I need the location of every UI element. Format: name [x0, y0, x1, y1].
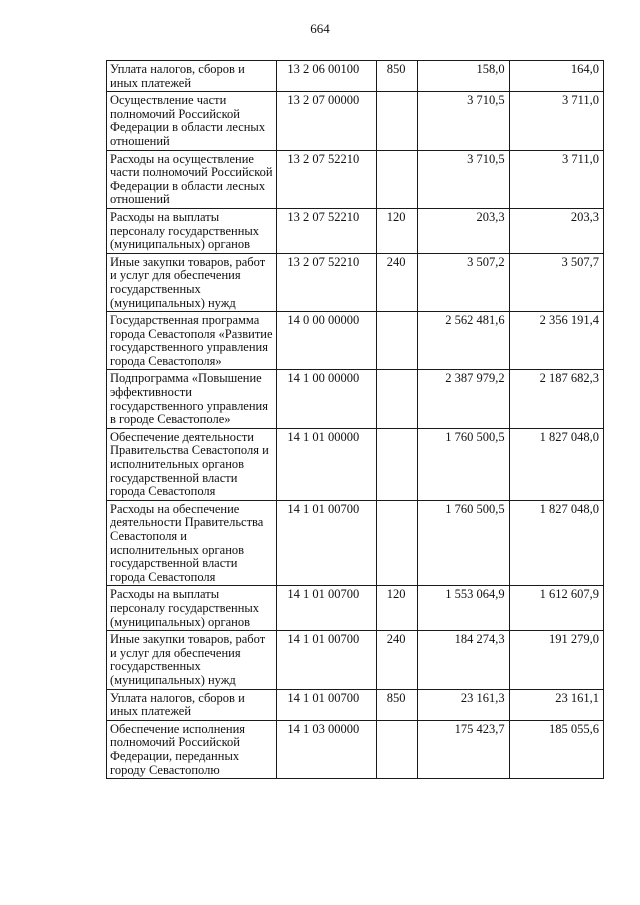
expense-name-cell: Уплата налогов, сборов и иных платежей: [107, 61, 277, 92]
amount-year-2-cell: 203,3: [509, 208, 603, 253]
amount-year-1-cell: 1 760 500,5: [418, 500, 509, 586]
expense-type-code-cell: [376, 312, 418, 370]
table-row: [107, 208, 604, 253]
expense-name-cell: Расходы на обеспечение деятельности Правительства Севастополя и исполнительных органов государственной власти города Севастополя: [107, 500, 277, 586]
table-row: [107, 631, 604, 689]
amount-year-2-cell: 191 279,0: [509, 631, 603, 689]
expense-type-code-cell: [376, 150, 418, 208]
expense-name-cell: Уплата налогов, сборов и иных платежей: [107, 689, 277, 720]
amount-year-2-cell: 3 507,7: [509, 253, 603, 311]
amount-year-2-cell: 1 827 048,0: [509, 500, 603, 586]
expense-name-cell: Расходы на выплаты персоналу государственных (муниципальных) органов: [107, 586, 277, 631]
expense-type-code-cell: [376, 720, 418, 778]
page-number: 664: [310, 21, 330, 36]
expense-name-cell: Осуществление части полномочий Российской Федерации в области лесных отношений: [107, 92, 277, 150]
table-row: [107, 689, 604, 720]
expense-name-cell: Государственная программа города Севастополя «Развитие государственного управления города Севастополя»: [107, 312, 277, 370]
amount-year-1-cell: 3 710,5: [418, 150, 509, 208]
expense-type-code-cell: 120: [376, 586, 418, 631]
expense-name-cell: Иные закупки товаров, работ и услуг для обеспечения государственных (муниципальных) нужд: [107, 253, 277, 311]
amount-year-2-cell: 3 711,0: [509, 92, 603, 150]
expense-type-code-cell: [376, 500, 418, 586]
amount-year-1-cell: 2 387 979,2: [418, 370, 509, 428]
table-row: [107, 370, 604, 428]
target-article-code-cell: 13 2 07 00000: [277, 92, 376, 150]
target-article-code-cell: 14 1 01 00700: [277, 631, 376, 689]
amount-year-2-cell: 1 612 607,9: [509, 586, 603, 631]
amount-year-2-cell: 2 356 191,4: [509, 312, 603, 370]
budget-table: [106, 60, 604, 779]
table-row: [107, 312, 604, 370]
expense-type-code-cell: 120: [376, 208, 418, 253]
amount-year-2-cell: 185 055,6: [509, 720, 603, 778]
target-article-code-cell: 13 2 07 52210: [277, 208, 376, 253]
budget-table-body: [107, 61, 604, 779]
amount-year-1-cell: 1 760 500,5: [418, 428, 509, 500]
table-row: [107, 500, 604, 586]
amount-year-1-cell: 3 710,5: [418, 92, 509, 150]
amount-year-2-cell: 1 827 048,0: [509, 428, 603, 500]
expense-type-code-cell: [376, 428, 418, 500]
amount-year-2-cell: 2 187 682,3: [509, 370, 603, 428]
target-article-code-cell: 13 2 07 52210: [277, 253, 376, 311]
table-row: [107, 720, 604, 778]
target-article-code-cell: 14 1 01 00700: [277, 689, 376, 720]
expense-name-cell: Расходы на выплаты персоналу государственных (муниципальных) органов: [107, 208, 277, 253]
table-row: [107, 428, 604, 500]
table-row: [107, 253, 604, 311]
amount-year-1-cell: 158,0: [418, 61, 509, 92]
expense-type-code-cell: 850: [376, 689, 418, 720]
table-row: [107, 92, 604, 150]
amount-year-1-cell: 175 423,7: [418, 720, 509, 778]
table-row: [107, 150, 604, 208]
target-article-code-cell: 14 1 03 00000: [277, 720, 376, 778]
target-article-code-cell: 14 1 01 00700: [277, 500, 376, 586]
target-article-code-cell: 13 2 07 52210: [277, 150, 376, 208]
expense-type-code-cell: 240: [376, 631, 418, 689]
amount-year-1-cell: 23 161,3: [418, 689, 509, 720]
target-article-code-cell: 13 2 06 00100: [277, 61, 376, 92]
amount-year-2-cell: 23 161,1: [509, 689, 603, 720]
expense-type-code-cell: [376, 370, 418, 428]
amount-year-1-cell: 3 507,2: [418, 253, 509, 311]
expense-type-code-cell: [376, 92, 418, 150]
target-article-code-cell: 14 1 01 00700: [277, 586, 376, 631]
expense-name-cell: Обеспечение деятельности Правительства Севастополя и исполнительных органов государственной власти города Севастополя: [107, 428, 277, 500]
expense-name-cell: Подпрограмма «Повышение эффективности государственного управления в городе Севастополе»: [107, 370, 277, 428]
expense-type-code-cell: 240: [376, 253, 418, 311]
target-article-code-cell: 14 1 00 00000: [277, 370, 376, 428]
target-article-code-cell: 14 0 00 00000: [277, 312, 376, 370]
amount-year-1-cell: 1 553 064,9: [418, 586, 509, 631]
expense-name-cell: Расходы на осуществление части полномочий Российской Федерации в области лесных отношений: [107, 150, 277, 208]
amount-year-2-cell: 3 711,0: [509, 150, 603, 208]
expense-name-cell: Обеспечение исполнения полномочий Российской Федерации, переданных городу Севастополю: [107, 720, 277, 778]
target-article-code-cell: 14 1 01 00000: [277, 428, 376, 500]
amount-year-2-cell: 164,0: [509, 61, 603, 92]
table-row: [107, 586, 604, 631]
expense-name-cell: Иные закупки товаров, работ и услуг для обеспечения государственных (муниципальных) нужд: [107, 631, 277, 689]
amount-year-1-cell: 184 274,3: [418, 631, 509, 689]
amount-year-1-cell: 2 562 481,6: [418, 312, 509, 370]
amount-year-1-cell: 203,3: [418, 208, 509, 253]
expense-type-code-cell: 850: [376, 61, 418, 92]
table-row: [107, 61, 604, 92]
